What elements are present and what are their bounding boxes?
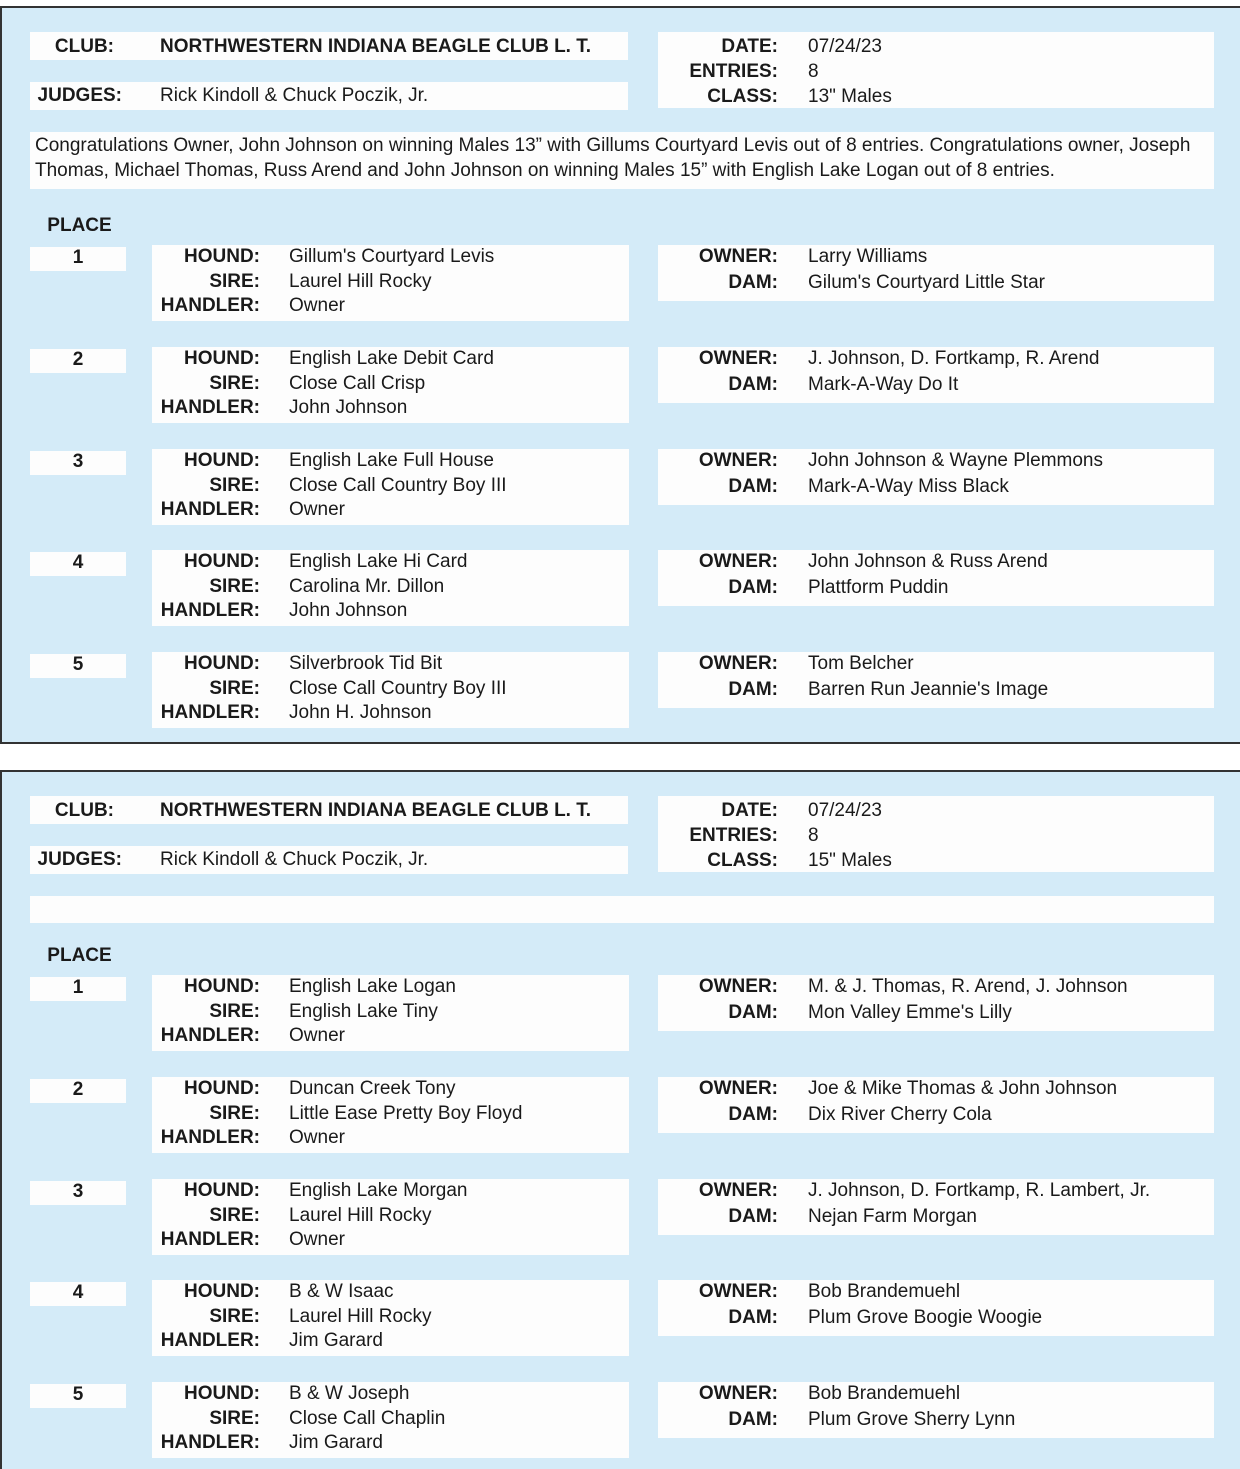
- sire-name: Close Call Crisp: [289, 373, 426, 394]
- dam-name: Plum Grove Boogie Woogie: [808, 1307, 1043, 1328]
- place-number: 2: [72, 349, 84, 370]
- owner-name: Tom Belcher: [808, 653, 914, 674]
- handler-label: HANDLER:: [160, 1229, 260, 1250]
- club-name: NORTHWESTERN INDIANA BEAGLE CLUB L. T.: [160, 800, 592, 821]
- owner-name: M. & J. Thomas, R. Arend, J. Johnson: [808, 976, 1128, 997]
- handler-label: HANDLER:: [160, 397, 260, 418]
- sire-name: Close Call Country Boy III: [289, 475, 507, 496]
- dam-label: DAM:: [728, 1002, 778, 1023]
- dam-name: Plattform Puddin: [808, 577, 949, 598]
- judges-label: JUDGES:: [37, 85, 122, 106]
- handler-label: HANDLER:: [160, 1432, 260, 1453]
- judges-value: Rick Kindoll & Chuck Poczik, Jr.: [160, 849, 429, 870]
- hound-label: HOUND:: [184, 1281, 260, 1302]
- hound-name: Gillum's Courtyard Levis: [289, 246, 495, 267]
- placement-row: [2, 1278, 1240, 1362]
- entries-label: ENTRIES:: [689, 825, 778, 846]
- owner-label: OWNER:: [698, 1383, 778, 1404]
- sire-name: English Lake Tiny: [289, 1001, 438, 1022]
- handler-label: HANDLER:: [160, 295, 260, 316]
- dam-name: Plum Grove Sherry Lynn: [808, 1409, 1016, 1430]
- placement-row: [2, 243, 1240, 327]
- place-number: 1: [72, 247, 84, 268]
- sire-label: SIRE:: [209, 1103, 260, 1124]
- handler-name: Owner: [289, 499, 345, 520]
- sire-name: Laurel Hill Rocky: [289, 1306, 432, 1327]
- club-label: CLUB:: [54, 800, 114, 821]
- place-header: PLACE: [47, 945, 112, 966]
- class-label: CLASS:: [707, 86, 778, 107]
- hound-label: HOUND:: [184, 1180, 260, 1201]
- owner-label: OWNER:: [698, 348, 778, 369]
- placement-row: [2, 973, 1240, 1057]
- hound-name: B & W Isaac: [289, 1281, 394, 1302]
- hound-name: B & W Joseph: [289, 1383, 410, 1404]
- handler-label: HANDLER:: [160, 1127, 260, 1148]
- date-label: DATE:: [721, 36, 778, 57]
- owner-label: OWNER:: [698, 1281, 778, 1302]
- owner-name: John Johnson & Wayne Plemmons: [808, 450, 1104, 471]
- place-number: 2: [72, 1079, 84, 1100]
- owner-name: Larry Williams: [808, 246, 928, 267]
- sire-label: SIRE:: [209, 1001, 260, 1022]
- hound-name: English Lake Full House: [289, 450, 494, 471]
- sire-name: Carolina Mr. Dillon: [289, 576, 445, 597]
- place-number: 1: [72, 977, 84, 998]
- place-number: 3: [72, 1181, 84, 1202]
- date-value: 07/24/23: [808, 36, 882, 57]
- class-value: 15" Males: [808, 850, 892, 871]
- results-sheet-13-males: [0, 6, 1240, 744]
- dam-name: Nejan Farm Morgan: [808, 1206, 977, 1227]
- handler-name: John Johnson: [289, 600, 408, 621]
- handler-label: HANDLER:: [160, 499, 260, 520]
- placement-row: [2, 345, 1240, 429]
- dam-name: Mark-A-Way Do It: [808, 374, 959, 395]
- placement-row: [2, 650, 1240, 734]
- place-number: 5: [72, 654, 84, 675]
- placement-row: [2, 447, 1240, 531]
- club-label: CLUB:: [54, 36, 114, 57]
- entries-value: 8: [808, 61, 819, 82]
- handler-name: John Johnson: [289, 397, 408, 418]
- sire-name: Close Call Chaplin: [289, 1408, 446, 1429]
- dam-name: Dix River Cherry Cola: [808, 1104, 992, 1125]
- place-number: 4: [72, 1282, 84, 1303]
- dam-label: DAM:: [728, 1409, 778, 1430]
- place-number: 5: [72, 1384, 84, 1405]
- owner-label: OWNER:: [698, 653, 778, 674]
- dam-label: DAM:: [728, 374, 778, 395]
- class-label: CLASS:: [707, 850, 778, 871]
- dam-label: DAM:: [728, 1307, 778, 1328]
- dam-label: DAM:: [728, 1206, 778, 1227]
- handler-label: HANDLER:: [160, 600, 260, 621]
- sire-label: SIRE:: [209, 678, 260, 699]
- dam-name: Gilum's Courtyard Little Star: [808, 272, 1045, 293]
- handler-name: Jim Garard: [289, 1432, 383, 1453]
- place-number: 3: [72, 451, 84, 472]
- sire-name: Laurel Hill Rocky: [289, 1205, 432, 1226]
- owner-label: OWNER:: [698, 1078, 778, 1099]
- dam-label: DAM:: [728, 679, 778, 700]
- dam-label: DAM:: [728, 577, 778, 598]
- owner-name: Bob Brandemuehl: [808, 1383, 961, 1404]
- owner-name: John Johnson & Russ Arend: [808, 551, 1048, 572]
- hound-name: English Lake Hi Card: [289, 551, 468, 572]
- dam-name: Mon Valley Emme's Lilly: [808, 1002, 1012, 1023]
- class-value: 13" Males: [808, 86, 892, 107]
- dam-label: DAM:: [728, 476, 778, 497]
- handler-name: John H. Johnson: [289, 702, 432, 723]
- owner-name: J. Johnson, D. Fortkamp, R. Arend: [808, 348, 1100, 369]
- owner-label: OWNER:: [698, 976, 778, 997]
- placement-row: [2, 1075, 1240, 1159]
- hound-label: HOUND:: [184, 450, 260, 471]
- sire-label: SIRE:: [209, 1306, 260, 1327]
- sire-name: Little Ease Pretty Boy Floyd: [289, 1103, 523, 1124]
- owner-label: OWNER:: [698, 551, 778, 572]
- owner-label: OWNER:: [698, 246, 778, 267]
- hound-name: English Lake Logan: [289, 976, 456, 997]
- dam-label: DAM:: [728, 272, 778, 293]
- handler-name: Owner: [289, 1127, 345, 1148]
- hound-name: Duncan Creek Tony: [289, 1078, 456, 1099]
- judges-value: Rick Kindoll & Chuck Poczik, Jr.: [160, 85, 429, 106]
- handler-name: Owner: [289, 295, 345, 316]
- judges-label: JUDGES:: [37, 849, 122, 870]
- handler-label: HANDLER:: [160, 702, 260, 723]
- handler-label: HANDLER:: [160, 1330, 260, 1351]
- hound-label: HOUND:: [184, 348, 260, 369]
- handler-name: Owner: [289, 1229, 345, 1250]
- sire-label: SIRE:: [209, 271, 260, 292]
- hound-label: HOUND:: [184, 246, 260, 267]
- handler-name: Jim Garard: [289, 1330, 383, 1351]
- dam-label: DAM:: [728, 1104, 778, 1125]
- owner-label: OWNER:: [698, 1180, 778, 1201]
- sire-label: SIRE:: [209, 1408, 260, 1429]
- dam-name: Barren Run Jeannie's Image: [808, 679, 1049, 700]
- handler-label: HANDLER:: [160, 1025, 260, 1046]
- owner-name: Bob Brandemuehl: [808, 1281, 961, 1302]
- hound-label: HOUND:: [184, 1078, 260, 1099]
- hound-label: HOUND:: [184, 653, 260, 674]
- place-header: PLACE: [47, 215, 112, 236]
- sire-label: SIRE:: [209, 475, 260, 496]
- sire-name: Close Call Country Boy III: [289, 678, 507, 699]
- entries-value: 8: [808, 825, 819, 846]
- comments-box: [30, 896, 1214, 923]
- club-name: NORTHWESTERN INDIANA BEAGLE CLUB L. T.: [160, 36, 592, 57]
- sire-name: Laurel Hill Rocky: [289, 271, 432, 292]
- sire-label: SIRE:: [209, 373, 260, 394]
- place-number: 4: [72, 552, 84, 573]
- owner-label: OWNER:: [698, 450, 778, 471]
- date-value: 07/24/23: [808, 800, 882, 821]
- sire-label: SIRE:: [209, 576, 260, 597]
- hound-label: HOUND:: [184, 1383, 260, 1404]
- hound-label: HOUND:: [184, 976, 260, 997]
- date-label: DATE:: [721, 800, 778, 821]
- hound-name: English Lake Morgan: [289, 1180, 468, 1201]
- entries-label: ENTRIES:: [689, 61, 778, 82]
- sire-label: SIRE:: [209, 1205, 260, 1226]
- owner-name: J. Johnson, D. Fortkamp, R. Lambert, Jr.: [808, 1180, 1151, 1201]
- results-sheet-15-males: [0, 770, 1240, 1469]
- owner-name: Joe & Mike Thomas & John Johnson: [808, 1078, 1118, 1099]
- comments-text: Congratulations Owner, John Johnson on winning Males 13” with Gillums Courtyard Levis out of 8 entries. Congratulations owner, Joseph Thomas, Michael Thomas, Russ Arend and John Johnson on winning Males 15” with English Lake Logan out of 8 entries.: [35, 135, 1191, 181]
- handler-name: Owner: [289, 1025, 345, 1046]
- hound-name: Silverbrook Tid Bit: [289, 653, 443, 674]
- dam-name: Mark-A-Way Miss Black: [808, 476, 1009, 497]
- hound-label: HOUND:: [184, 551, 260, 572]
- placement-row: [2, 548, 1240, 632]
- placement-row: [2, 1177, 1240, 1261]
- placement-row: [2, 1380, 1240, 1464]
- hound-name: English Lake Debit Card: [289, 348, 494, 369]
